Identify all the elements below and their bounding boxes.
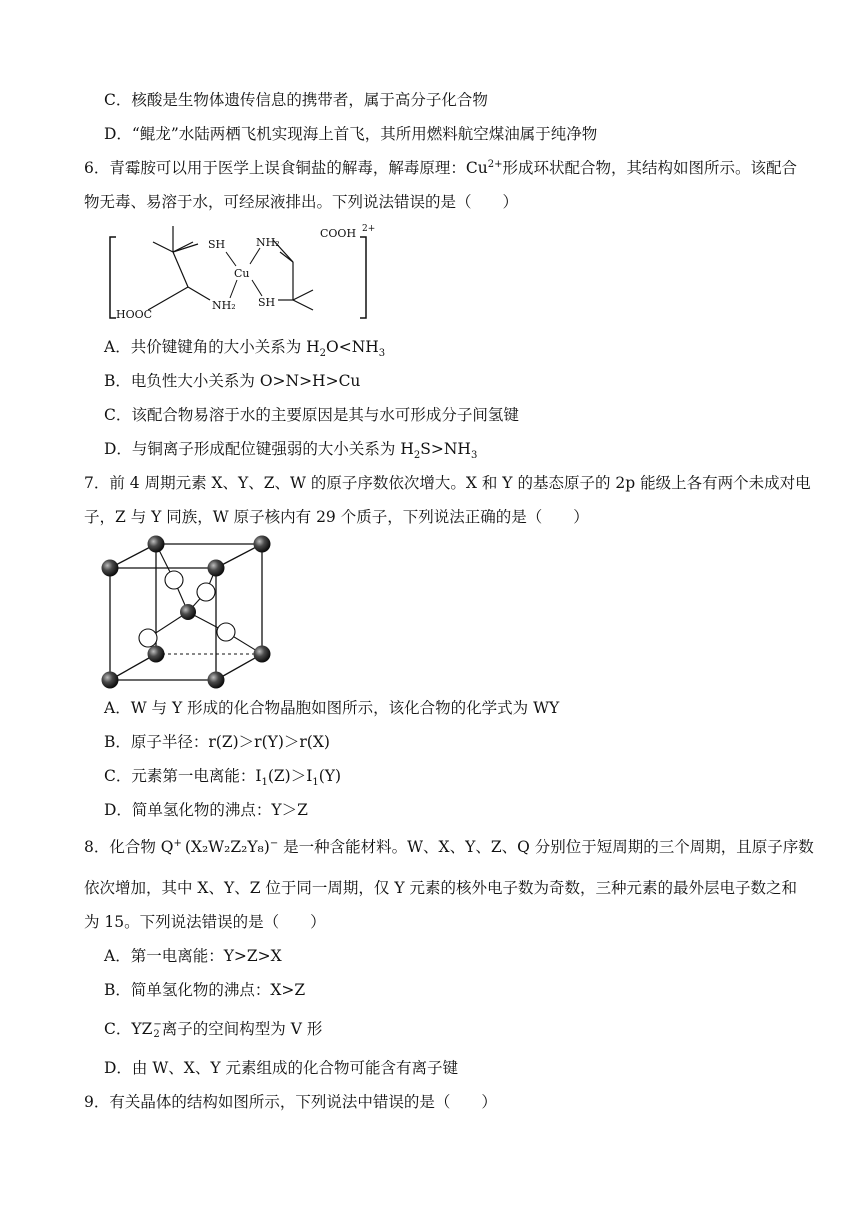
q8-stem-line2: 依次增加，其中 X、Y、Z 位于同一周期，仅 Y 元素的核外电子数为奇数，三种元素的最外层电子数之和 — [84, 879, 797, 897]
label-charge: 2+ — [362, 224, 376, 234]
q7-option-a: A．W 与 Y 形成的化合物晶胞如图所示，该化合物的化学式为 WY — [104, 699, 560, 717]
q8-option-d: D．由 W、X、Y 元素组成的化合物可能含有离子键 — [104, 1059, 458, 1077]
q6-stem-line2: 物无毒、易溶于水，可经尿液排出。下列说法错误的是（ ） — [84, 193, 519, 211]
q6-option-c: C．该配合物易溶于水的主要原因是其与水可形成分子间氢键 — [104, 406, 519, 424]
q8-stem-line1: 8．化合物 Q+ (X₂W₂Z₂Y₈)− 是一种含能材料。W、X、Y、Z、Q 分别位于短周期的三个周期，且原子序数 — [84, 837, 814, 856]
label-cu: Cu — [234, 267, 250, 280]
label-nh2-top: NH₂ — [256, 236, 280, 249]
q6-stem-line1: 6．青霉胺可以用于医学上误食铜盐的解毒，解毒原理：$Cu^{2+}$形成环状配合物，其结构如图所示。该配合 — [84, 158, 797, 177]
q5-option-c: C．核酸是生物体遗传信息的携带者，属于高分子化合物 — [104, 91, 488, 109]
q7-option-b: B．原子半径：r(Z)＞r(Y)＞r(X) — [104, 733, 330, 751]
q7-stem-line1: 7．前 4 周期元素 X、Y、Z、W 的原子序数依次增大。X 和 Y 的基态原子的 2p 能级上各有两个未成对电 — [84, 474, 811, 492]
copper-complex-figure — [108, 222, 378, 322]
q7-option-c: C．元素第一电离能：$I_1(Z)>I_1(Y)$ — [104, 767, 342, 789]
q8-option-b: B．简单氢化物的沸点：X>Z — [104, 981, 306, 999]
q6-option-d: D．与铜离子形成配位键强弱的大小关系为 $H_2S>NH_3$ — [104, 440, 478, 462]
label-hooc: HOOC — [116, 308, 153, 321]
q7-option-d: D．简单氢化物的沸点：Y＞Z — [104, 801, 308, 819]
q7-stem-line2: 子，Z 与 Y 同族，W 原子核内有 29 个质子，下列说法正确的是（ ） — [84, 508, 589, 526]
q9-stem-line1: 9．有关晶体的结构如图所示，下列说法中错误的是（ ） — [84, 1093, 497, 1111]
label-nh2-bottom: NH₂ — [212, 299, 236, 312]
q8-stem-line3: 为 15。下列说法错误的是（ ） — [84, 913, 326, 931]
q5-option-d: D．“鲲龙”水陆两栖飞机实现海上首飞，其所用燃料航空煤油属于纯净物 — [104, 125, 598, 143]
q8-option-a: A．第一电离能：Y>Z>X — [104, 947, 282, 965]
q6-option-b: B．电负性大小关系为 O>N>H>Cu — [104, 372, 361, 390]
q6-option-a: A．共价键键角的大小关系为 $H_2O<NH_3$ — [104, 338, 386, 360]
q8-option-c: C．YZ − 2 离子的空间构型为 V 形 — [104, 1019, 323, 1040]
label-cooh: COOH — [320, 227, 357, 240]
label-sh-left: SH — [208, 238, 226, 251]
crystal-cell-figure — [98, 534, 278, 690]
label-sh-right: SH — [258, 296, 276, 309]
